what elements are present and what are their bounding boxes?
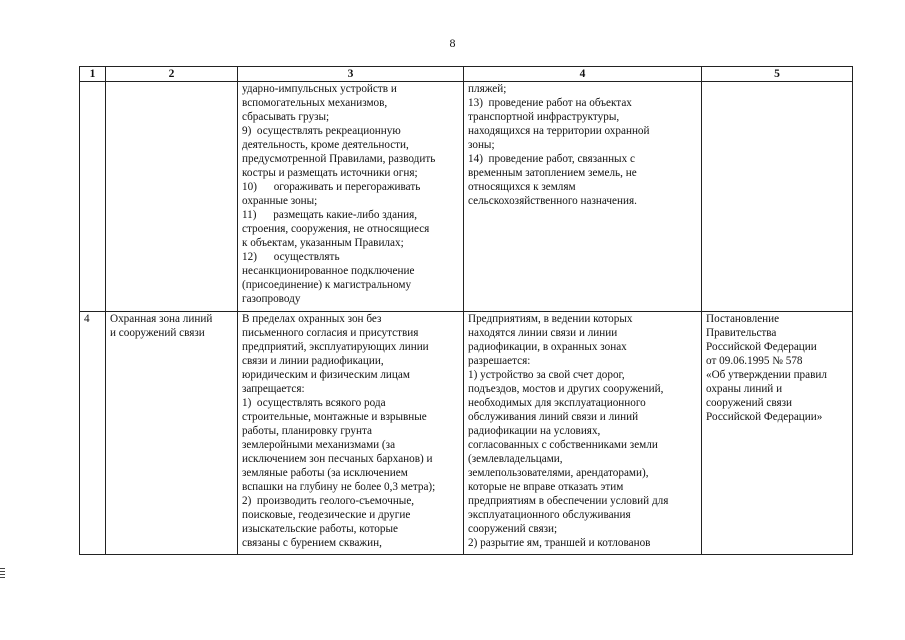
text-line: предусмотренной Правилами, разводить bbox=[242, 153, 436, 165]
text-line: письменного согласия и присутствия bbox=[242, 327, 419, 339]
text-line: (землевладельцами, bbox=[468, 453, 563, 465]
text-line: строения, сооружения, не относящиеся bbox=[242, 223, 430, 235]
text-line: сооружений связи bbox=[706, 397, 793, 409]
text-line: ударно-импульсных устройств и bbox=[242, 83, 397, 95]
text-line: зоны; bbox=[468, 139, 495, 151]
text-line: согласованных с собственниками земли bbox=[468, 439, 658, 451]
text-line: временным затоплением земель, не bbox=[468, 167, 637, 179]
text-line: запрещается: bbox=[242, 383, 305, 395]
text-line: транспортной инфраструктуры, bbox=[468, 111, 620, 123]
text-line: несанкционированное подключение bbox=[242, 265, 415, 277]
text-line: радиофикации, в охранных зонах bbox=[468, 341, 627, 353]
permissions-cell bbox=[464, 82, 702, 312]
legal-basis-cell bbox=[702, 312, 853, 555]
text-line: предприятий, эксплуатирующих линии bbox=[242, 341, 429, 353]
text-line: подъездов, мостов и других сооружений, bbox=[468, 383, 664, 395]
row-number-cell bbox=[80, 82, 106, 312]
text-line: юридическим и физическим лицам bbox=[242, 369, 410, 381]
text-line: костры и размещать источники огня; bbox=[242, 167, 418, 179]
text-line: 11) размещать какие-либо здания, bbox=[242, 209, 418, 221]
regulation-table bbox=[79, 66, 853, 555]
text-line: землепользователями, арендаторами), bbox=[468, 467, 649, 479]
legal-basis-cell bbox=[702, 82, 853, 312]
text-line: радиофикации на условиях, bbox=[468, 425, 601, 437]
column-header: 3 bbox=[238, 67, 464, 82]
text-line: охраны линий и bbox=[706, 383, 783, 395]
text-line: сооружений связи; bbox=[468, 523, 558, 535]
text-line: предприятиям в обеспечении условий для bbox=[468, 495, 669, 507]
text-line: находятся линии связи и линии bbox=[468, 327, 618, 339]
text-line: В пределах охранных зон без bbox=[242, 313, 382, 325]
text-line: строительные, монтажные и взрывные bbox=[242, 411, 427, 423]
text-line: 12) осуществлять bbox=[242, 251, 340, 263]
page-number: 8 bbox=[449, 36, 456, 50]
text-line: связи и линии радиофикации, bbox=[242, 355, 384, 367]
text-line: изыскательские работы, которые bbox=[242, 523, 398, 535]
text-line: эксплуатационного обслуживания bbox=[468, 509, 631, 521]
zone-name-cell bbox=[106, 82, 238, 312]
text-line: деятельность, кроме деятельности, bbox=[242, 139, 409, 151]
text-line: землеройными механизмами (за bbox=[242, 439, 396, 451]
zone-name-cell bbox=[106, 312, 238, 555]
text-line: которые не вправе отказать этим bbox=[468, 481, 624, 493]
column-header: 2 bbox=[106, 67, 238, 82]
table-header-row bbox=[80, 67, 853, 82]
text-line: 13) проведение работ на объектах bbox=[468, 97, 632, 109]
text-line: земляные работы (за исключением bbox=[242, 467, 408, 479]
prohibitions-cell bbox=[238, 312, 464, 555]
column-header: 1 bbox=[80, 67, 106, 82]
text-line: связаны с бурением скважин, bbox=[242, 537, 382, 549]
text-line: и сооружений связи bbox=[110, 327, 205, 339]
text-line: 10) огораживать и перегораживать bbox=[242, 181, 421, 193]
scan-margin-mark bbox=[0, 568, 5, 580]
text-line: Правительства bbox=[706, 327, 777, 339]
text-line: необходимых для эксплуатационного bbox=[468, 397, 646, 409]
text-line: работы, планировку грунта bbox=[242, 425, 372, 437]
text-line: 2) производить геолого-съемочные, bbox=[242, 495, 415, 507]
text-line: пляжей; bbox=[468, 83, 507, 95]
text-line: 14) проведение работ, связанных с bbox=[468, 153, 635, 165]
text-line: поисковые, геодезические и другие bbox=[242, 509, 411, 521]
text-line: относящихся к землям bbox=[468, 181, 576, 193]
text-line: Российской Федерации bbox=[706, 341, 817, 353]
text-line: (присоединение) к магистральному bbox=[242, 279, 412, 291]
text-line: 9) осуществлять рекреационную bbox=[242, 125, 401, 137]
text-line: «Об утверждении правил bbox=[706, 369, 827, 381]
text-line: находящихся на территории охранной bbox=[468, 125, 650, 137]
table-row bbox=[80, 312, 853, 555]
permissions-cell bbox=[464, 312, 702, 555]
table-row bbox=[80, 82, 853, 312]
text-line: Охранная зона линий bbox=[110, 313, 213, 325]
text-line: Предприятиям, в ведении которых bbox=[468, 313, 633, 325]
column-header: 5 bbox=[702, 67, 853, 82]
prohibitions-cell bbox=[238, 82, 464, 312]
text-line: сельскохозяйственного назначения. bbox=[468, 195, 637, 207]
text-line: к объектам, указанным Правилах; bbox=[242, 237, 404, 249]
text-line: обслуживания линий связи и линий bbox=[468, 411, 639, 423]
text-line: охранные зоны; bbox=[242, 195, 318, 207]
text-line: сбрасывать грузы; bbox=[242, 111, 330, 123]
text-line: 1) устройство за свой счет дорог, bbox=[468, 369, 625, 381]
text-line: разрешается: bbox=[468, 355, 531, 367]
text-line: газопроводу bbox=[242, 293, 301, 305]
text-line: вспомогательных механизмов, bbox=[242, 97, 388, 109]
text-line: 2) разрытие ям, траншей и котлованов bbox=[468, 537, 651, 549]
text-line: вспашки на глубину не более 0,3 метра); bbox=[242, 481, 436, 493]
column-header: 4 bbox=[464, 67, 702, 82]
text-line: Постановление bbox=[706, 313, 780, 325]
text-line: Российской Федерации» bbox=[706, 411, 823, 423]
text-line: от 09.06.1995 № 578 bbox=[706, 355, 803, 367]
row-number-cell: 4 bbox=[80, 312, 106, 555]
text-line: 1) осуществлять всякого рода bbox=[242, 397, 386, 409]
text-line: исключением зон песчаных барханов) и bbox=[242, 453, 433, 465]
